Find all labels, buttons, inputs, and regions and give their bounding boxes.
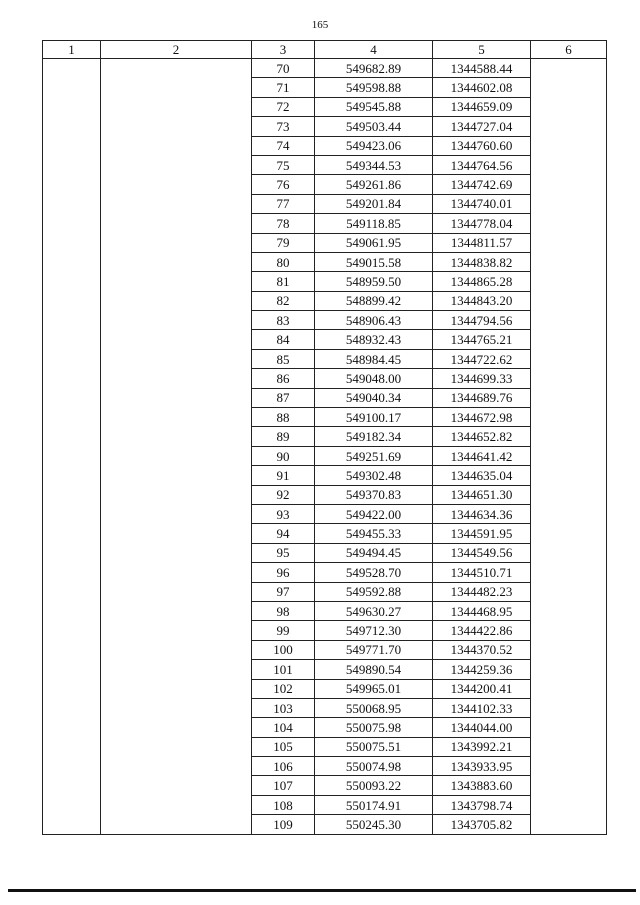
point-number-cell: 81 — [252, 272, 315, 291]
column-header-4: 4 — [315, 41, 433, 59]
point-number-cell: 93 — [252, 504, 315, 523]
y-coordinate-cell: 1344641.42 — [433, 446, 531, 465]
y-coordinate-cell: 1344468.95 — [433, 601, 531, 620]
column-header-6: 6 — [531, 41, 607, 59]
y-coordinate-cell: 1344689.76 — [433, 388, 531, 407]
point-number-cell: 105 — [252, 737, 315, 756]
point-number-cell: 102 — [252, 679, 315, 698]
x-coordinate-cell: 548899.42 — [315, 291, 433, 310]
point-number-cell: 76 — [252, 175, 315, 194]
point-number-cell: 70 — [252, 59, 315, 78]
y-coordinate-cell: 1344044.00 — [433, 718, 531, 737]
point-number-cell: 71 — [252, 78, 315, 97]
x-coordinate-cell: 549528.70 — [315, 563, 433, 582]
x-coordinate-cell: 548959.50 — [315, 272, 433, 291]
y-coordinate-cell: 1343705.82 — [433, 815, 531, 834]
point-number-cell: 92 — [252, 485, 315, 504]
point-number-cell: 79 — [252, 233, 315, 252]
column-1-cell — [43, 59, 101, 835]
x-coordinate-cell: 549118.85 — [315, 214, 433, 233]
y-coordinate-cell: 1344843.20 — [433, 291, 531, 310]
x-coordinate-cell: 550074.98 — [315, 757, 433, 776]
y-coordinate-cell: 1344200.41 — [433, 679, 531, 698]
y-coordinate-cell: 1344742.69 — [433, 175, 531, 194]
point-number-cell: 86 — [252, 369, 315, 388]
point-number-cell: 106 — [252, 757, 315, 776]
header-row — [43, 41, 607, 59]
x-coordinate-cell: 549630.27 — [315, 601, 433, 620]
point-number-cell: 89 — [252, 427, 315, 446]
y-coordinate-cell: 1344740.01 — [433, 194, 531, 213]
point-number-cell: 98 — [252, 601, 315, 620]
point-number-cell: 80 — [252, 252, 315, 271]
x-coordinate-cell: 549100.17 — [315, 408, 433, 427]
x-coordinate-cell: 549015.58 — [315, 252, 433, 271]
point-number-cell: 109 — [252, 815, 315, 834]
point-number-cell: 108 — [252, 795, 315, 814]
y-coordinate-cell: 1344672.98 — [433, 408, 531, 427]
table-body — [43, 59, 607, 835]
bottom-rule — [8, 889, 636, 892]
x-coordinate-cell: 549965.01 — [315, 679, 433, 698]
x-coordinate-cell: 549494.45 — [315, 543, 433, 562]
point-number-cell: 87 — [252, 388, 315, 407]
x-coordinate-cell: 550075.51 — [315, 737, 433, 756]
x-coordinate-cell: 549302.48 — [315, 466, 433, 485]
y-coordinate-cell: 1344778.04 — [433, 214, 531, 233]
x-coordinate-cell: 549890.54 — [315, 660, 433, 679]
x-coordinate-cell: 549712.30 — [315, 621, 433, 640]
x-coordinate-cell: 549048.00 — [315, 369, 433, 388]
y-coordinate-cell: 1344765.21 — [433, 330, 531, 349]
y-coordinate-cell: 1344652.82 — [433, 427, 531, 446]
y-coordinate-cell: 1343798.74 — [433, 795, 531, 814]
x-coordinate-cell: 549423.06 — [315, 136, 433, 155]
x-coordinate-cell: 549545.88 — [315, 97, 433, 116]
x-coordinate-cell: 550245.30 — [315, 815, 433, 834]
x-coordinate-cell: 549251.69 — [315, 446, 433, 465]
point-number-cell: 103 — [252, 698, 315, 717]
point-number-cell: 72 — [252, 97, 315, 116]
point-number-cell: 90 — [252, 446, 315, 465]
y-coordinate-cell: 1344370.52 — [433, 640, 531, 659]
point-number-cell: 82 — [252, 291, 315, 310]
x-coordinate-cell: 549592.88 — [315, 582, 433, 601]
x-coordinate-cell: 548932.43 — [315, 330, 433, 349]
y-coordinate-cell: 1344722.62 — [433, 349, 531, 368]
y-coordinate-cell: 1344422.86 — [433, 621, 531, 640]
x-coordinate-cell: 549040.34 — [315, 388, 433, 407]
y-coordinate-cell: 1344865.28 — [433, 272, 531, 291]
point-number-cell: 73 — [252, 117, 315, 136]
x-coordinate-cell: 549455.33 — [315, 524, 433, 543]
column-header-5: 5 — [433, 41, 531, 59]
x-coordinate-cell: 549182.34 — [315, 427, 433, 446]
point-number-cell: 99 — [252, 621, 315, 640]
x-coordinate-cell: 549771.70 — [315, 640, 433, 659]
point-number-cell: 84 — [252, 330, 315, 349]
point-number-cell: 95 — [252, 543, 315, 562]
point-number-cell: 104 — [252, 718, 315, 737]
y-coordinate-cell: 1344510.71 — [433, 563, 531, 582]
x-coordinate-cell: 549503.44 — [315, 117, 433, 136]
y-coordinate-cell: 1343883.60 — [433, 776, 531, 795]
x-coordinate-cell: 549598.88 — [315, 78, 433, 97]
y-coordinate-cell: 1344602.08 — [433, 78, 531, 97]
x-coordinate-cell: 550068.95 — [315, 698, 433, 717]
point-number-cell: 101 — [252, 660, 315, 679]
point-number-cell: 78 — [252, 214, 315, 233]
y-coordinate-cell: 1344591.95 — [433, 524, 531, 543]
y-coordinate-cell: 1344659.09 — [433, 97, 531, 116]
y-coordinate-cell: 1344760.60 — [433, 136, 531, 155]
y-coordinate-cell: 1344635.04 — [433, 466, 531, 485]
y-coordinate-cell: 1343992.21 — [433, 737, 531, 756]
point-number-cell: 75 — [252, 155, 315, 174]
coordinates-table — [42, 40, 607, 835]
point-number-cell: 94 — [252, 524, 315, 543]
table-row — [43, 59, 607, 78]
column-6-cell — [531, 59, 607, 835]
y-coordinate-cell: 1344651.30 — [433, 485, 531, 504]
column-header-3: 3 — [252, 41, 315, 59]
x-coordinate-cell: 549370.83 — [315, 485, 433, 504]
page-number: 165 — [311, 19, 329, 31]
x-coordinate-cell: 549422.00 — [315, 504, 433, 523]
table-header — [43, 41, 607, 59]
y-coordinate-cell: 1344794.56 — [433, 311, 531, 330]
y-coordinate-cell: 1344102.33 — [433, 698, 531, 717]
y-coordinate-cell: 1344588.44 — [433, 59, 531, 78]
x-coordinate-cell: 549344.53 — [315, 155, 433, 174]
x-coordinate-cell: 548984.45 — [315, 349, 433, 368]
y-coordinate-cell: 1344634.36 — [433, 504, 531, 523]
column-header-2: 2 — [101, 41, 252, 59]
point-number-cell: 96 — [252, 563, 315, 582]
y-coordinate-cell: 1344699.33 — [433, 369, 531, 388]
x-coordinate-cell: 549682.89 — [315, 59, 433, 78]
y-coordinate-cell: 1344811.57 — [433, 233, 531, 252]
y-coordinate-cell: 1344482.23 — [433, 582, 531, 601]
point-number-cell: 85 — [252, 349, 315, 368]
column-2-cell — [101, 59, 252, 835]
x-coordinate-cell: 549061.95 — [315, 233, 433, 252]
point-number-cell: 74 — [252, 136, 315, 155]
y-coordinate-cell: 1344764.56 — [433, 155, 531, 174]
x-coordinate-cell: 549261.86 — [315, 175, 433, 194]
point-number-cell: 83 — [252, 311, 315, 330]
y-coordinate-cell: 1344838.82 — [433, 252, 531, 271]
x-coordinate-cell: 550075.98 — [315, 718, 433, 737]
y-coordinate-cell: 1344259.36 — [433, 660, 531, 679]
point-number-cell: 88 — [252, 408, 315, 427]
y-coordinate-cell: 1343933.95 — [433, 757, 531, 776]
x-coordinate-cell: 548906.43 — [315, 311, 433, 330]
y-coordinate-cell: 1344549.56 — [433, 543, 531, 562]
point-number-cell: 91 — [252, 466, 315, 485]
y-coordinate-cell: 1344727.04 — [433, 117, 531, 136]
point-number-cell: 107 — [252, 776, 315, 795]
point-number-cell: 97 — [252, 582, 315, 601]
point-number-cell: 77 — [252, 194, 315, 213]
x-coordinate-cell: 550093.22 — [315, 776, 433, 795]
column-header-1: 1 — [43, 41, 101, 59]
x-coordinate-cell: 549201.84 — [315, 194, 433, 213]
x-coordinate-cell: 550174.91 — [315, 795, 433, 814]
point-number-cell: 100 — [252, 640, 315, 659]
